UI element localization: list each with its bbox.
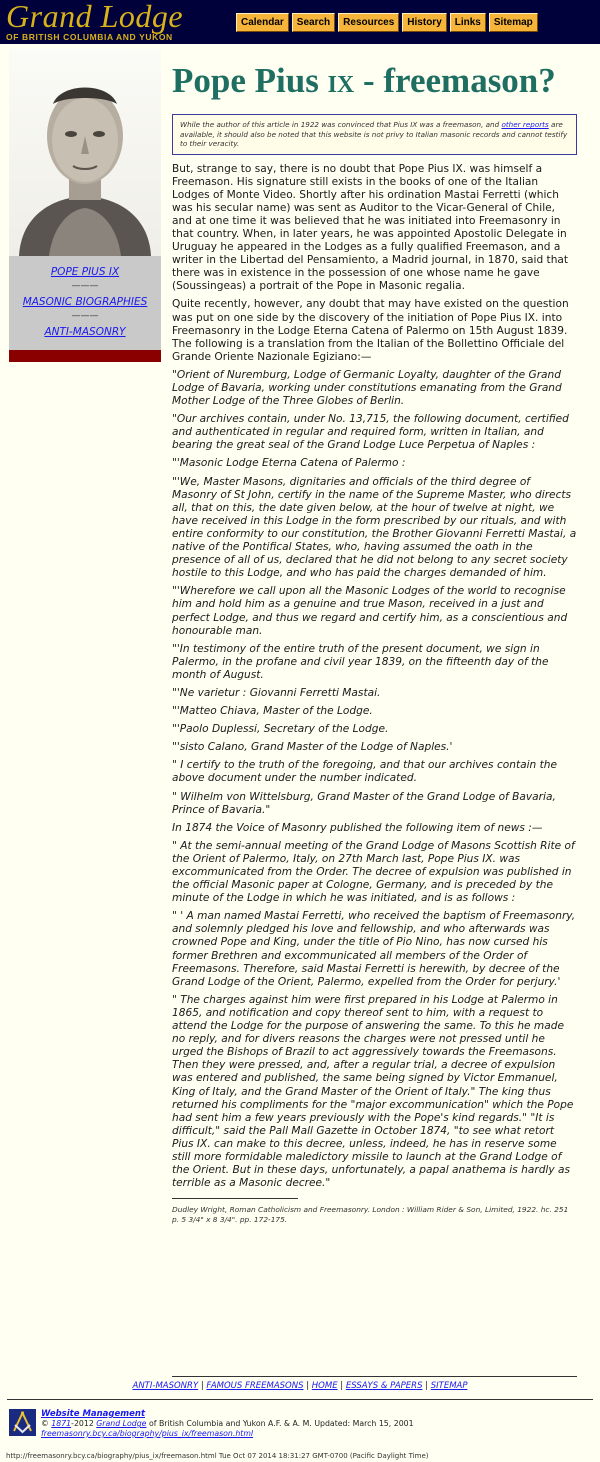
sidebar-links: [9, 256, 161, 350]
citation: Dudley Wright, Roman Catholicism and Freemasonry. London : William Rider & Son, Limited, 1922. hc. 251 p. 5 3/4" x 8 3/4". pp. 172-175.: [172, 1205, 569, 1225]
nav-links-button[interactable]: Links: [450, 13, 486, 32]
main-content: [172, 56, 577, 1225]
editorial-notice-box: While the author of this article in 1922 was convinced that Pius IX was a freemason, and other reports are available, it should also be noted that this website is not privy to Italian masonic records and cannot testify to their veracity.: [172, 114, 577, 155]
footer-year-link[interactable]: 1871: [51, 1419, 72, 1428]
site-logo-subtitle: OF BRITISH COLUMBIA AND YUKON: [6, 32, 173, 42]
article-quote: " Wilhelm von Wittelsburg, Grand Master of the Grand Lodge of Bavaria, Prince of Bavaria.": [172, 790, 556, 816]
site-header: [0, 0, 600, 44]
article-quote: "'Wherefore we call upon all the Masonic Lodges of the world to recognise him and hold him as a genuine and true Mason, received in a just and perfect Lodge, and thus we regard and certify him, as a conscientious and honourable man.: [172, 585, 568, 637]
page-url-status: http://freemasonry.bcy.ca/biography/pius_ix/freemason.html Tue Oct 07 2014 18:31:27 GMT-0700 (Pacific Daylight Time): [6, 1452, 429, 1460]
article-quote: "'Ne varietur : Giovanni Ferretti Mastai.: [172, 686, 381, 699]
sidebar-bottom-bar: [9, 350, 161, 362]
nav-calendar-button[interactable]: Calendar: [236, 13, 289, 32]
footer-grand-lodge-link[interactable]: Grand Lodge: [96, 1419, 147, 1428]
article-quote: " At the semi-annual meeting of the Grand Lodge of Masons Scottish Rite of the Orient of Palermo, Italy, on 27th March last, Pope Pius IX. was excommunicated from the Order. The decree of expulsion was published in the official Masonic paper at Cologne, Germany, and is preceded by the minute of the Lodge in which he was initiated, and is as follows :: [172, 839, 575, 905]
article-quote: " ' A man named Mastai Ferretti, who received the baptism of Freemasonry, and solemnly pledged his love and fellowship, and who afterwards was crowned Pope and King, under the title of Pio Nino, has now cursed his former Brethren and excommunicated all members of the Order of Freemasons. Therefore, said Mastai Ferretti is herewith, by decree of the Grand Lodge of the Orient, Palermo, expelled from the Order for perjury.': [172, 910, 576, 988]
footer-link-anti-masonry[interactable]: ANTI-MASONRY: [132, 1381, 199, 1391]
article-quote: "Orient of Nuremburg, Lodge of Germanic Loyalty, daughter of the Grand Lodge of Bavaria, working under constitutions emanating from the Grand Mother Lodge of the Three Globes of Berlin.: [172, 368, 562, 408]
article-quote: "'Paolo Duplessi, Secretary of the Lodge.: [172, 723, 389, 736]
site-logo[interactable]: Grand Lodge: [6, 0, 184, 34]
article-quote: "'sisto Calano, Grand Master of the Lodge of Naples.': [172, 741, 453, 754]
article-paragraph: But, strange to say, there is no doubt that Pope Pius IX. was himself a Freemason. His signature still exists in the books of one of the Italian Lodges of Monte Video. Shortly after his ordination Mastai Ferretti (which was his secular name) was sent as Auditor to the Vicar-General of Chile, and at one time it was believed that he was initiated into Freemasonry in that country. When, in later years, he was appointed Apostolic Delegate in Uruguay he appeared in the Lodges as a fully qualified Freemason, and a writer in the Libertad del Pensamiento, a Madrid journal, in 1870, said that there was in existence in the possession of one whose name he gave (Soussingeas) a portrait of the Pope in Masonic regalia.: [172, 162, 569, 293]
article-quote: " I certify to the truth of the foregoing, and that our archives contain the above document under the number indicated.: [172, 759, 558, 785]
pope-portrait-image: [9, 48, 161, 256]
sidebar-separator: ———: [71, 281, 99, 291]
sidebar-link-masonic-biographies[interactable]: MASONIC BIOGRAPHIES: [22, 296, 148, 308]
article-quote: "'In testimony of the entire truth of the present document, we sign in Palermo, in the profane and civil year 1839, on the fifteenth day of the month of August.: [172, 642, 549, 681]
footer-link-home[interactable]: HOME: [311, 1381, 338, 1391]
article-quote: "Our archives contain, under No. 13,715, the following document, certified and authenticated in regular and required form, written in Italian, and bearing the great seal of the Grand Lodge Luce Perpetua of Naples :: [172, 413, 569, 452]
nav-resources-button[interactable]: Resources: [338, 13, 399, 32]
article-quote: " The charges against him were first prepared in his Lodge at Palermo in 1865, and notification and copy thereof sent to him, with a request to attend the Lodge for the purpose of answering the same. To this he made no reply, and for divers reasons the charges were not pressed until he urged the Bishops of Brazil to act aggressively towards the Freemasons. Then they were pressed, and, after a regular trial, a decree of expulsion was entered and published, the same being signed by Victor Emmanuel, King of Italy, and the Grand Master of the Orient of Italy." The king thus returned his compliments for the "major excommunication" which the Pope had sent him a few years previously with the Pope's kind regards." "It is difficult," said the Pall Mall Gazette in October 1874, "to see what retort Pius IX. can make to this decree, unless, indeed, he has in reserve some still more formidable maledictory missile to launch at the Grand Lodge of the Orient. But in these days, unfortunately, a papal anathema is hardly as terrible as a Masonic decree.": [172, 993, 574, 1190]
footer-link-sitemap[interactable]: SITEMAP: [430, 1381, 468, 1391]
citation-divider: [172, 1198, 298, 1199]
footer-link-famous-freemasons[interactable]: FAMOUS FREEMASONS: [206, 1381, 304, 1391]
top-nav: [236, 13, 538, 32]
nav-sitemap-button[interactable]: Sitemap: [489, 13, 538, 32]
article-quote: In 1874 the Voice of Masonry published the following item of news :—: [172, 821, 543, 834]
sidebar-link-anti-masonry[interactable]: ANTI-MASONRY: [44, 326, 126, 338]
footer-url-link[interactable]: freemasonry.bcy.ca/biography/pius_ix/freemason.html: [41, 1429, 254, 1438]
nav-history-button[interactable]: History: [402, 13, 446, 32]
article-paragraph: Quite recently, however, any doubt that may have existed on the question was put on one side by the discovery of the initiation of Pope Pius IX. into Freemasonry in the Lodge Eterna Catena of Palermo on 15th August 1839. The following is a translation from the Italian of the Bollettino Officiale del Grande Oriente Nazionale Egiziano:—: [172, 298, 569, 363]
square-compass-icon: [9, 1409, 36, 1436]
footer-links: ANTI-MASONRY | FAMOUS FREEMASONS | HOME | ESSAYS & PAPERS | SITEMAP: [132, 1381, 468, 1391]
footer-link-essays-papers[interactable]: ESSAYS & PAPERS: [345, 1381, 423, 1391]
sidebar-separator: ———: [71, 311, 99, 321]
website-management-link[interactable]: Website Management: [41, 1409, 146, 1419]
nav-search-button[interactable]: Search: [292, 13, 335, 32]
footer-divider: [172, 1376, 577, 1377]
article-quote: "'We, Master Masons, dignitaries and officials of the third degree of Masonry of St John, certify in the name of the Supreme Master, who directs all, that on this, the date given below, at the hour of twelve at night, we have received in this Lodge in the form prescribed by our rituals, and with entire conformity to our constitution, the Brother Giovanni Ferretti Mastai, a native of the Pontifical States, who, having assumed the oath in the presence of all of us, declared that he did not belong to any secret society hostile to this Lodge, and who has paid the charges demanded of him.: [172, 475, 577, 580]
sidebar-link-pope-pius-ix[interactable]: POPE PIUS IX: [50, 266, 120, 278]
page-title: Pope Pius IX - freemason?: [172, 61, 556, 100]
article-quote: "'Masonic Lodge Eterna Catena of Palermo :: [172, 457, 406, 470]
sidebar: [9, 48, 161, 362]
footer-info: Website Management © 1871-2012 Grand Lodge of British Columbia and Yukon A.F. & A. M. Updated: March 15, 2001 freemasonry.bcy.ca/biography/pius_ix/freemason.html: [41, 1409, 414, 1438]
footer-divider: [7, 1399, 593, 1400]
article-quote: "'Matteo Chiava, Master of the Lodge.: [172, 705, 373, 718]
other-reports-link[interactable]: other reports: [501, 120, 549, 129]
